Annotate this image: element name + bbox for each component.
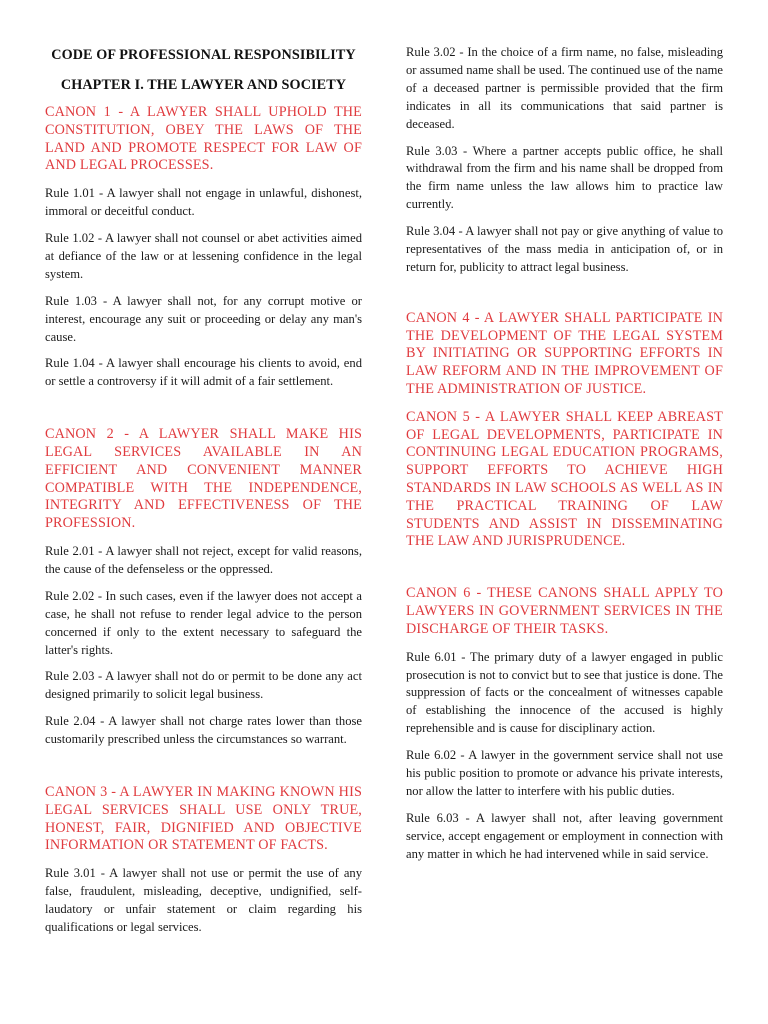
- chapter-title: CHAPTER I. THE LAWYER AND SOCIETY: [60, 77, 347, 93]
- rule-1-02: Rule 1.02 - A lawyer shall not counsel or abet activities aimed at defiance of the law or at lessening confidence in the legal system.: [45, 231, 362, 281]
- rule-3-02: Rule 3.02 - In the choice of a firm name, no false, misleading or assumed name shall be used. The continued use of the name of a deceased partner is permissible provided that the firm indicates in all its communications that said partner is deceased.: [406, 45, 723, 131]
- rule-2-04: Rule 2.04 - A lawyer shall not charge rates lower than those customarily prescribed unless the circumstances so warrant.: [45, 714, 362, 747]
- section-gap: [45, 400, 362, 426]
- rule-1-01: Rule 1.01 - A lawyer shall not engage in unlawful, dishonest, immoral or deceitful conduct.: [45, 186, 362, 219]
- rule-6-02: Rule 6.02 - A lawyer in the government service shall not use his public position to promote or advance his private interests, nor allow the latter to interfere with his public duties.: [406, 748, 723, 798]
- rule-2-03: Rule 2.03 - A lawyer shall not do or permit to be done any act designed primarily to solicit legal business.: [45, 669, 362, 702]
- rule-1-03: Rule 1.03 - A lawyer shall not, for any corrupt motive or interest, encourage any suit or proceeding or delay any man's cause.: [45, 293, 362, 344]
- canon-4: CANON 4 - A LAWYER SHALL PARTICIPATE IN THE DEVELOPMENT OF THE LEGAL SYSTEM BY INITIATING OR SUPPORTING EFFORTS IN LAW REFORM AND IN THE IMPROVEMENT OF THE ADMINISTRATION OF JUSTICE.: [406, 309, 723, 398]
- rule-1-04: Rule 1.04 - A lawyer shall encourage his clients to avoid, end or settle a controversy if it will admit of a fair settlement.: [45, 356, 362, 389]
- canon-3: CANON 3 - A LAWYER IN MAKING KNOWN HIS LEGAL SERVICES SHALL USE ONLY TRUE, HONEST, FAIR, DIGNIFIED AND OBJECTIVE INFORMATION OR STATEMENT OF FACTS.: [45, 784, 362, 854]
- rule-3-01: Rule 3.01 - A lawyer shall not use or permit the use of any false, fraudulent, misleading, deceptive, undignified, self-laudatory or unfair statement or claim regarding his qualifications or legal services.: [45, 866, 362, 934]
- document-title: CODE OF PROFESSIONAL RESPONSIBILITY: [51, 47, 356, 63]
- canon-2: CANON 2 - A LAWYER SHALL MAKE HIS LEGAL SERVICES AVAILABLE IN AN EFFICIENT AND CONVENIENT MANNER COMPATIBLE WITH THE INDEPENDENCE, INTEGRITY AND EFFECTIVENESS OF THE PROFESSION.: [45, 426, 362, 532]
- rule-6-01: Rule 6.01 - The primary duty of a lawyer engaged in public prosecution is not to convict but to see that justice is done. The suppression of facts or the concealment of witnesses capable of establishing the innocence of the accused is highly reprehensible and is cause for disciplinary action.: [406, 649, 724, 736]
- rule-3-03: Rule 3.03 - Where a partner accepts public office, he shall withdrawal from the firm and his name shall be dropped from the firm name unless the law allows him to practice law currently.: [406, 143, 723, 212]
- left-column: [45, 42, 362, 946]
- rule-2-01: Rule 2.01 - A lawyer shall not reject, except for valid reasons, the cause of the defenseless or the oppressed.: [45, 544, 362, 576]
- canon-6: CANON 6 - THESE CANONS SHALL APPLY TO LAWYERS IN GOVERNMENT SERVICES IN THE DISCHARGE OF THEIR TASKS.: [406, 585, 723, 637]
- rule-6-03: Rule 6.03 - A lawyer shall not, after leaving government service, accept engagement or employment in connection with any matter in which he had intervened while in said service.: [406, 810, 723, 861]
- section-gap: [406, 286, 723, 310]
- right-column: [406, 44, 723, 873]
- canon-5: CANON 5 - A LAWYER SHALL KEEP ABREAST OF LEGAL DEVELOPMENTS, PARTICIPATE IN CONTINUING LEGAL EDUCATION PROGRAMS, SUPPORT EFFORTS TO ACHIEVE HIGH STANDARDS IN LAW SCHOOLS AS WELL AS IN THE PRACTICAL TRAINING OF LAW STUDENTS AND ASSIST IN DISSEMINATING THE LAW AND JURISPRUDENCE.: [406, 408, 723, 550]
- rule-3-04: Rule 3.04 - A lawyer shall not pay or give anything of value to representatives of the mass media in anticipation of, or in return for, publicity to attract legal business.: [406, 224, 723, 274]
- section-gap: [45, 758, 362, 784]
- canon-1: CANON 1 - A LAWYER SHALL UPHOLD THE CONSTITUTION, OBEY THE LAWS OF THE LAND AND PROMOTE RESPECT FOR LAW OF AND LEGAL PROCESSES.: [45, 104, 362, 174]
- section-gap: [406, 561, 723, 585]
- rule-2-02: Rule 2.02 - In such cases, even if the lawyer does not accept a case, he shall not refuse to render legal advice to the person concerned if only to the extent necessary to safeguard the latter's rights.: [45, 588, 362, 657]
